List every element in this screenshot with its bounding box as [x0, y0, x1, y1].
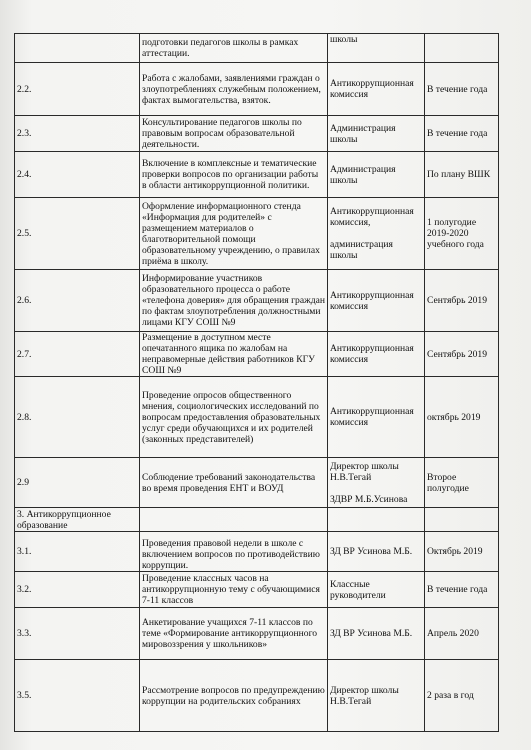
row-term: Второе полугодие: [425, 458, 499, 508]
row-number: 3.5.: [15, 660, 140, 732]
row-number: 2.8.: [15, 377, 140, 458]
row-term: октябрь 2019: [425, 377, 499, 458]
row-action: Рассмотрение вопросов по предупреждению коррупции на родительских собраниях: [140, 660, 328, 732]
row-action: Консультирование педагогов школы по правовым вопросам образовательной деятельности.: [140, 116, 328, 152]
row-responsible: ЗД ВР Усинова М.Б.: [328, 608, 425, 660]
table-row: [15, 660, 499, 732]
row-responsible: ЗД ВР Усинова М.Б.: [328, 532, 425, 572]
row-term: [425, 34, 499, 63]
section-title: 3. Антикоррупционное образование: [15, 508, 140, 532]
table-row: [15, 572, 499, 608]
row-term: Сентябрь 2019: [425, 332, 499, 377]
responsible-line: Антикоррупционная комиссия,: [330, 206, 414, 228]
row-responsible: школы: [328, 34, 425, 63]
row-number: 2.6.: [15, 270, 140, 332]
row-action: Информирование участников образовательного процесса о работе «телефона доверия» для обращения граждан по фактам злоупотребления должностными лицами КГУ СОШ №9: [140, 270, 328, 332]
row-action: Анкетирование учащихся 7-11 классов по теме «Формирование антикоррупционного мировоззрения у школьников»: [140, 608, 328, 660]
table-row: [15, 270, 499, 332]
row-responsible: [328, 508, 425, 532]
row-responsible: [328, 198, 425, 270]
row-term: [425, 508, 499, 532]
table-row: [15, 377, 499, 458]
row-action: Соблюдение требований законодательства во время проведения ЕНТ и ВОУД: [140, 458, 328, 508]
row-number: 2.5.: [15, 198, 140, 270]
row-number: 2.9: [15, 458, 140, 508]
row-responsible: Директор школы Н.В.Тегай: [328, 660, 425, 732]
row-number: 2.2.: [15, 63, 140, 116]
section-row: [15, 508, 499, 532]
row-number: 3.3.: [15, 608, 140, 660]
row-term: 2 раза в год: [425, 660, 499, 732]
responsible-line: ЗДВР М.Б.Усинова: [330, 493, 408, 505]
row-number: 3.2.: [15, 572, 140, 608]
row-term: В течение года: [425, 572, 499, 608]
row-responsible: Антикоррупционная комиссия: [328, 270, 425, 332]
row-term: Сентябрь 2019: [425, 270, 499, 332]
table-row: [15, 198, 499, 270]
row-term: В течение года: [425, 63, 499, 116]
responsible-line: Директор школы Н.В.Тегай: [330, 460, 399, 483]
row-responsible: Антикоррупционная комиссия: [328, 377, 425, 458]
table-row: [15, 152, 499, 198]
responsible-line: администрация школы: [330, 239, 393, 261]
row-responsible: Классные руководители: [328, 572, 425, 608]
row-action: Проведение опросов общественного мнения, социологических исследований по вопросам предоставления образовательных услуг среди обучающихся и их родителей (законных представителей): [140, 377, 328, 458]
row-responsible: Антикоррупционная комиссия: [328, 63, 425, 116]
row-number: 2.4.: [15, 152, 140, 198]
row-term: Октябрь 2019: [425, 532, 499, 572]
row-responsible: Антикоррупционная комиссия: [328, 332, 425, 377]
row-number: 2.3.: [15, 116, 140, 152]
row-action: Проведения правовой недели в школе с включением вопросов по противодействию коррупции.: [140, 532, 328, 572]
table-row: [15, 532, 499, 572]
plan-table: [14, 33, 499, 732]
row-term: 1 полугодие 2019-2020 учебного года: [425, 198, 499, 270]
row-term: Апрель 2020: [425, 608, 499, 660]
row-action: Проведение классных часов на антикоррупционную тему с обучающимися 7-11 классов: [140, 572, 328, 608]
row-action: [140, 508, 328, 532]
row-responsible: Администрация школы: [328, 152, 425, 198]
row-term: В течение года: [425, 116, 499, 152]
row-number: [15, 34, 140, 63]
row-number: 3.1.: [15, 532, 140, 572]
table-row: [15, 608, 499, 660]
row-action: Размещение в доступном месте опечатанного ящика по жалобам на неправомерные действия работников КГУ СОШ №9: [140, 332, 328, 377]
table-row: [15, 34, 499, 63]
table-row: [15, 63, 499, 116]
row-action: Включение в комплексные и тематические проверки вопросов по организации работы в области антикоррупционной политики.: [140, 152, 328, 198]
row-action: Работа с жалобами, заявлениями граждан о злоупотреблениях служебным положением, фактах вымогательства, взяток.: [140, 63, 328, 116]
row-number: 2.7.: [15, 332, 140, 377]
table-row: [15, 458, 499, 508]
table-row: [15, 116, 499, 152]
row-responsible: Администрация школы: [328, 116, 425, 152]
row-term: По плану ВШК: [425, 152, 499, 198]
row-action: подготовки педагогов школы в рамках аттестации.: [140, 34, 328, 63]
row-responsible: [328, 458, 425, 508]
row-action: Оформление информационного стенда «Информация для родителей» с размещением материалов о благотворительной помощи образовательному учреждению, о правилах приёма в школу.: [140, 198, 328, 270]
table-row: [15, 332, 499, 377]
